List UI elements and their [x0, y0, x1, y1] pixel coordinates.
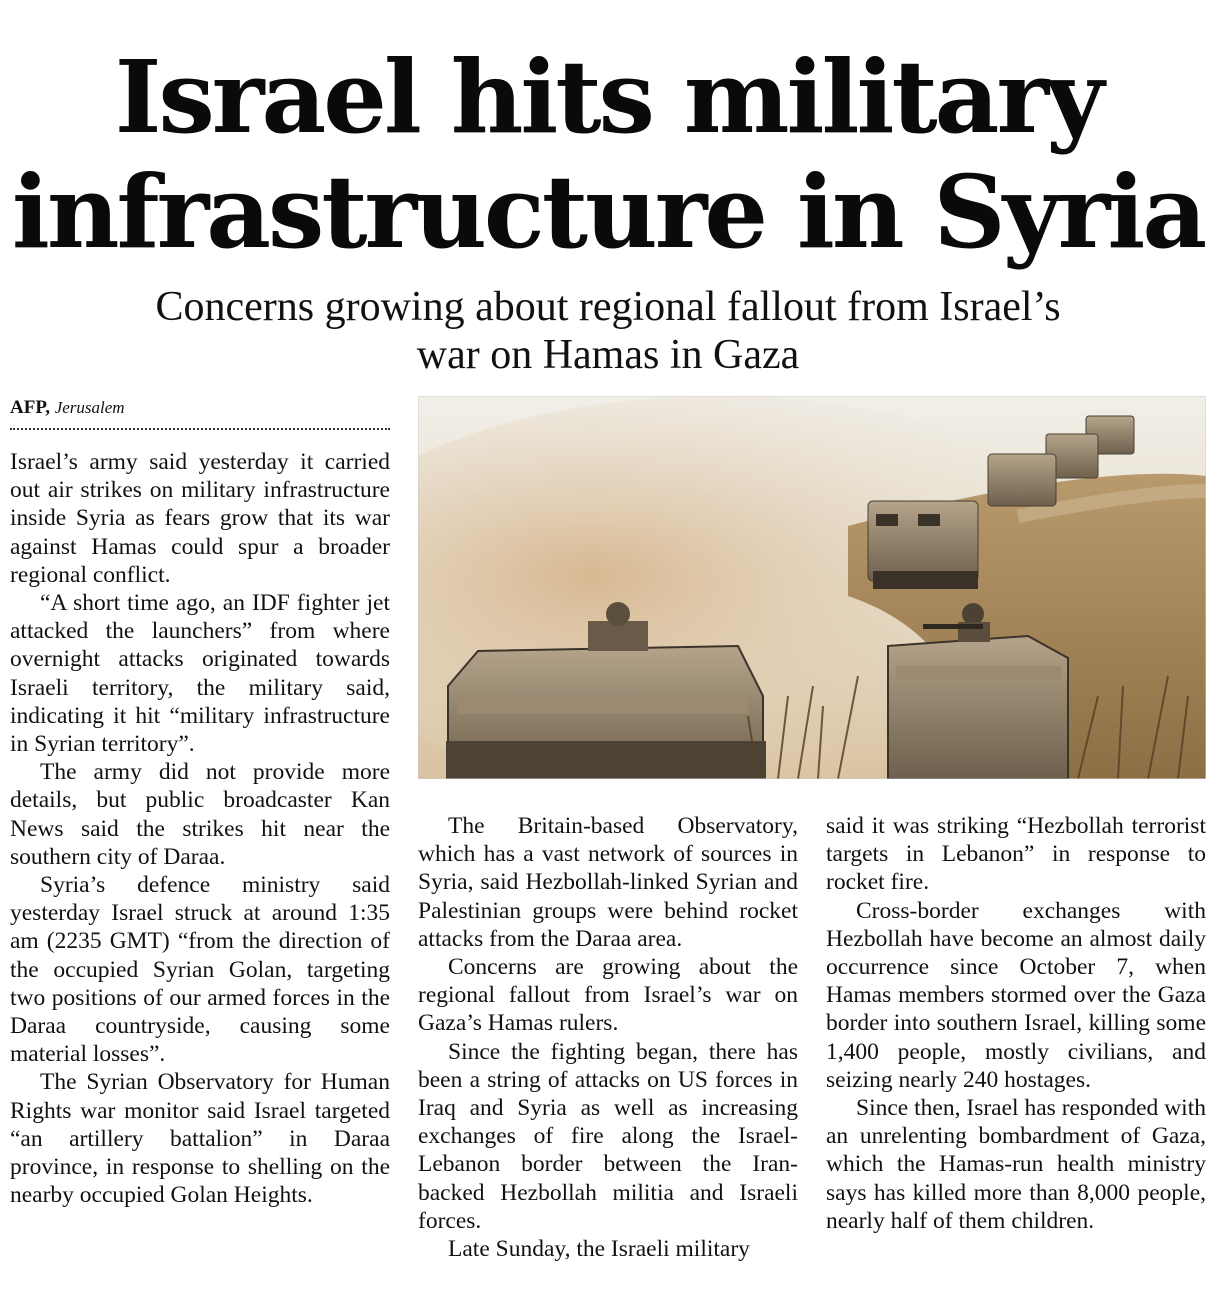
- article-column-2: [418, 812, 798, 1294]
- paragraph: The Syrian Observatory for Human Rights war monitor said Israel targeted “an artillery battalion” in Daraa province, in response to shelling on the nearby occupied Golan Heights.: [10, 1069, 390, 1209]
- paragraph: Syria’s defence ministry said yesterday Israel struck at around 1:35 am (2235 GMT) “from the direction of the occupied Syrian Golan, targeting two positions of our armed forces in the Daraa countryside, causing some material losses”.: [10, 872, 390, 1068]
- byline-location: Jerusalem: [54, 398, 125, 417]
- subheadline-line-2: war on Hamas in Gaza: [416, 332, 800, 378]
- headline: [0, 40, 1216, 270]
- article-column-1: [10, 448, 390, 1294]
- paragraph: said it was striking “Hezbollah terrorist targets in Lebanon” in response to rocket fire.: [826, 813, 1206, 896]
- headline-line-1: Israel hits military: [114, 38, 1102, 156]
- subheadline-line-1: Concerns growing about regional fallout from Israel’s: [155, 284, 1061, 330]
- paragraph: Since the fighting began, there has been a string of attacks on US forces in Iraq and Syria as well as increasing exchanges of fire along the Israel-Lebanon border between the Iran-backed Hezbollah militia and Israeli forces.: [418, 1038, 798, 1234]
- byline-agency: AFP,: [10, 397, 50, 418]
- subheadline: [0, 283, 1216, 379]
- headline-line-2: infrastructure in Syria: [11, 153, 1205, 271]
- paragraph: “A short time ago, an IDF fighter jet attacked the launchers” from where overnight attacks originated towards Israeli territory, the military said, indicating it hit “military infrastructure in Syrian territory”.: [10, 590, 390, 758]
- paragraph: Cross-border exchanges with Hezbollah have become an almost daily occurrence since October 7, when Hamas members stormed over the Gaza border into southern Israel, killing some 1,400 people, mostly civilians, and seizing nearly 240 hostages.: [826, 897, 1206, 1093]
- paragraph: The Britain-based Observatory, which has a vast network of sources in Syria, said Hezbollah-linked Syrian and Palestinian groups were behind rocket attacks from the Daraa area.: [418, 813, 798, 952]
- convoy-photo-illustration: [418, 396, 1206, 779]
- byline-divider: [10, 428, 390, 430]
- paragraph: Concerns are growing about the regional fallout from Israel’s war on Gaza’s Hamas rulers.: [418, 954, 798, 1037]
- paragraph: Since then, Israel has responded with an unrelenting bombardment of Gaza, which the Hamas-run health ministry says has killed more than 8,000 people, nearly half of them children.: [826, 1095, 1206, 1234]
- paragraph: Israel’s army said yesterday it carried out air strikes on military infrastructure inside Syria as fears grow that its war against Hamas could spur a broader regional conflict.: [10, 449, 390, 588]
- byline: [10, 396, 390, 420]
- article-column-3: [826, 812, 1206, 1294]
- news-photo: [418, 396, 1206, 779]
- paragraph: Late Sunday, the Israeli military: [448, 1236, 750, 1263]
- paragraph: The army did not provide more details, but public broadcaster Kan News said the strikes hit near the southern city of Daraa.: [10, 759, 390, 870]
